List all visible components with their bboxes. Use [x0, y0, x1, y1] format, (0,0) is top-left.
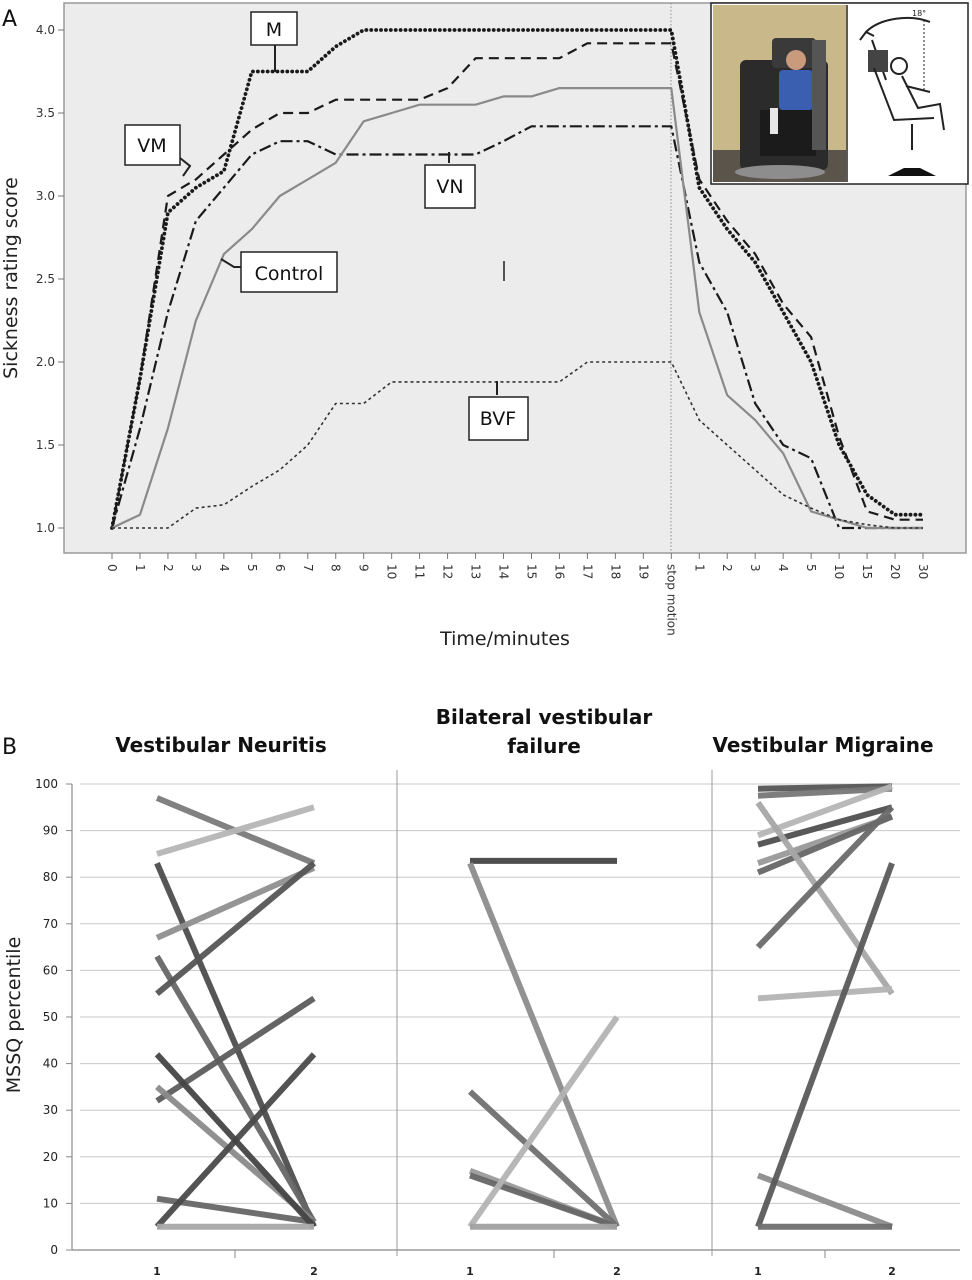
x-tick-label: 9 [356, 564, 371, 572]
x-tick-label: 0 [105, 564, 119, 572]
x-tick-label: 1 [153, 1265, 161, 1278]
x-tick-label: 13 [468, 564, 483, 580]
photo-head [786, 50, 806, 70]
group-2-lines [470, 861, 617, 1227]
y-tick-label: 40 [42, 1056, 58, 1071]
panel-b-label: B [2, 735, 18, 760]
diagram-head-support [868, 50, 888, 72]
x-tick-label: 8 [328, 564, 343, 572]
subject-line [758, 1175, 892, 1226]
group-title-bilateral-vestibular-failure-line2: failure [507, 734, 581, 758]
callout-vm-label: VM [137, 135, 167, 157]
inset-angle-label: 18° [912, 9, 927, 18]
x-tick-label: 5 [244, 564, 259, 572]
x-tick-label: 1 [466, 1265, 474, 1278]
x-tick-label: 3 [748, 564, 763, 572]
y-tick-label: 0 [50, 1243, 58, 1257]
subject-line [470, 1175, 617, 1226]
x-tick-label: 6 [272, 564, 287, 572]
y-tick-label: 2.5 [35, 272, 55, 286]
panel-b-x-ticks [153, 1265, 896, 1278]
x-tick-label: 19 [636, 564, 651, 580]
callout-m-label: M [265, 19, 283, 41]
subject-line [758, 863, 892, 1226]
y-tick-label: 70 [42, 916, 58, 931]
callout-vn-label: VN [436, 176, 464, 198]
y-tick-label: 4.0 [35, 23, 55, 37]
y-tick-label: 1.5 [35, 438, 55, 452]
y-tick-label: 30 [42, 1103, 58, 1118]
subject-line [157, 863, 314, 1226]
x-tick-label: 2 [720, 564, 735, 572]
x-tick-label: 2 [160, 564, 175, 572]
panel-a-label: A [2, 7, 18, 32]
subject-line [470, 1092, 617, 1227]
group-title-vestibular-neuritis: Vestibular Neuritis [115, 733, 327, 757]
y-tick-label: 1.0 [35, 521, 55, 535]
callout-control-label: Control [254, 263, 324, 285]
x-tick-label: 17 [580, 564, 595, 580]
panel-b-series [157, 786, 892, 1226]
y-tick-label: 90 [42, 823, 58, 838]
y-tick-label: 2.0 [35, 355, 55, 369]
x-tick-label: 11 [412, 564, 427, 580]
callout-bvf-label: BVF [479, 408, 517, 430]
subject-line [157, 956, 314, 1222]
y-tick-label: 60 [42, 963, 58, 978]
callout-bvf [469, 397, 528, 440]
x-tick-label: 14 [496, 564, 511, 580]
x-tick-label: 10 [832, 564, 847, 580]
y-tick-label: 100 [35, 777, 58, 791]
callout-vn [425, 165, 475, 208]
x-tick-label: 5 [804, 564, 819, 572]
y-tick-label: 3.5 [35, 106, 55, 120]
y-tick-label: 80 [42, 870, 58, 885]
x-tick-label: 4 [776, 564, 791, 572]
group-titles [115, 705, 933, 758]
x-tick-label: 4 [216, 564, 231, 572]
x-tick-label: 2 [613, 1265, 621, 1278]
x-tick-label: 15 [860, 564, 875, 580]
photo-strap [770, 108, 778, 134]
y-tick-label: 10 [42, 1196, 58, 1211]
x-tick-label: 20 [888, 564, 903, 580]
x-tick-label: 30 [916, 564, 930, 580]
x-tick-label: stop motion [664, 564, 679, 636]
panel-a-x-axis-label: Time/minutes [440, 628, 570, 650]
x-tick-label: 1 [692, 564, 707, 572]
group-3-lines [758, 786, 892, 1226]
callout-vm [125, 125, 180, 165]
x-tick-label: 2 [888, 1265, 896, 1278]
x-tick-label: 3 [188, 564, 203, 572]
x-tick-label: 1 [132, 564, 147, 572]
group-1-lines [157, 798, 314, 1227]
inset-panel [711, 3, 968, 184]
x-tick-label: 10 [384, 564, 399, 580]
group-title-vestibular-migraine: Vestibular Migraine [712, 733, 934, 757]
panel-a-y-ticks [36, 23, 64, 535]
x-tick-label: 1 [754, 1265, 762, 1278]
rotating-chair-photo [713, 5, 846, 182]
photo-base [735, 165, 825, 179]
panel-b-y-ticks [35, 777, 72, 1257]
x-tick-label: 15 [524, 564, 539, 580]
photo-legs [760, 110, 816, 156]
y-tick-label: 20 [42, 1149, 58, 1164]
photo-frame-post [812, 40, 826, 150]
callout-control [241, 252, 337, 292]
x-tick-label: 18 [608, 564, 623, 580]
x-tick-label: 16 [552, 564, 567, 580]
panel-a-x-ticks [105, 553, 930, 636]
panel-b-y-axis-label: MSSQ percentile [3, 936, 25, 1094]
photo-torso [779, 70, 813, 110]
subject-line [758, 989, 892, 998]
callout-m [251, 12, 297, 45]
panel-a-y-axis-label: Sickness rating score [0, 177, 22, 379]
y-tick-label: 3.0 [35, 189, 55, 203]
group-title-bilateral-vestibular-failure-line1: Bilateral vestibular [435, 705, 653, 729]
x-tick-label: 7 [300, 564, 315, 572]
x-tick-label: 2 [310, 1265, 318, 1278]
x-tick-label: 12 [440, 564, 455, 580]
y-tick-label: 50 [42, 1010, 58, 1024]
